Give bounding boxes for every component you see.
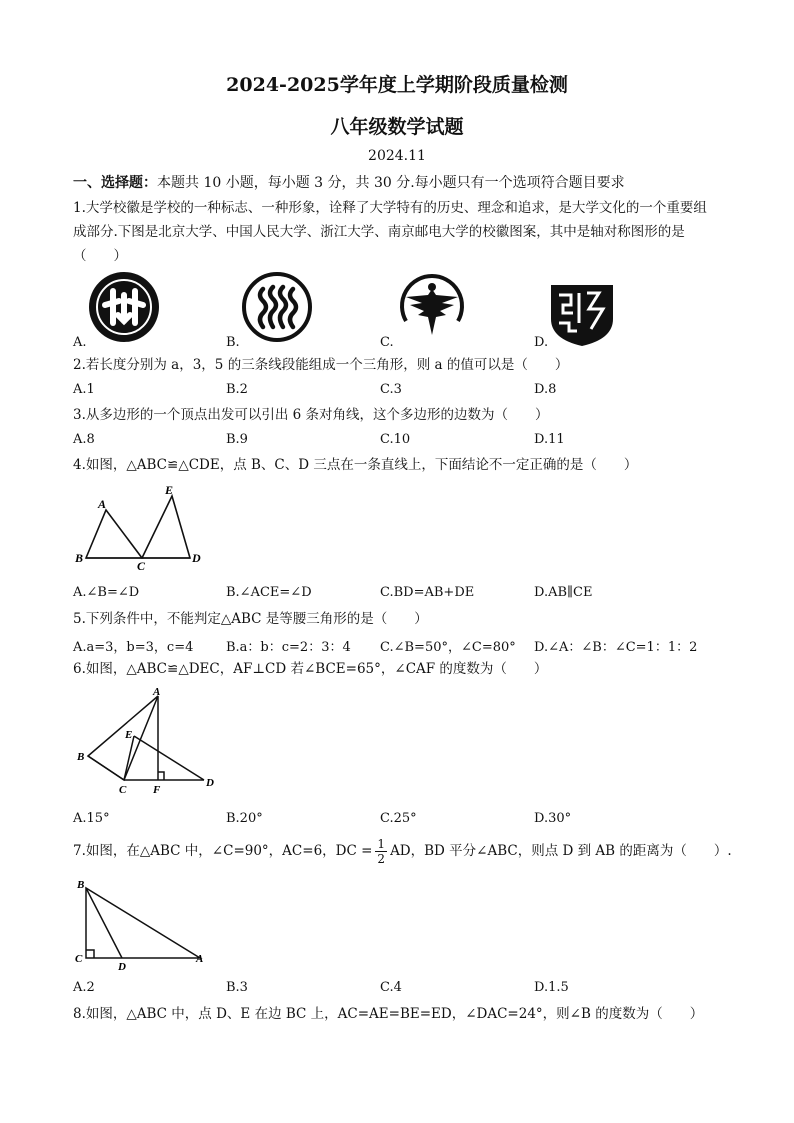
q5-option-b[interactable]: B.a：b：c=2：3：4 (226, 640, 351, 655)
peking-university-emblem (88, 271, 160, 343)
q1-line3: （ ） (73, 248, 127, 264)
q5-option-c[interactable]: C.∠B=50°，∠C=80° (380, 640, 516, 655)
q6-option-b[interactable]: B.20° (226, 811, 263, 826)
q4-text: 4.如图，△ABC≌△CDE，点 B、C、D 三点在一条直线上，下面结论不一定正确的是（ ） (73, 457, 638, 473)
q5-option-a[interactable]: A.a=3，b=3，c=4 (73, 640, 194, 655)
q6-label-a: A (153, 686, 161, 698)
q1-line1: 1.大学校徽是学校的一种标志、一种形象，诠释了大学特有的历史、理念和追求，是大学文化的一个重要组 (73, 200, 707, 216)
q7-label-c: C (75, 953, 83, 965)
q4-option-b[interactable]: B.∠ACE=∠D (226, 585, 312, 600)
q6-option-c[interactable]: C.25° (380, 811, 417, 826)
q7-figure (72, 876, 208, 973)
q4-option-a[interactable]: A.∠B=∠D (73, 585, 140, 600)
q4-option-d[interactable]: D.AB∥CE (534, 585, 593, 600)
q8-text: 8.如图，△ABC 中，点 D、E 在边 BC 上，AC=AE=BE=ED，∠DAC=24°，则∠B 的度数为（ ） (73, 1006, 704, 1022)
q4-label-d: D (192, 551, 201, 565)
q2-option-d[interactable]: D.8 (534, 382, 557, 397)
q1-option-b[interactable]: B. (226, 335, 240, 350)
q7-option-c[interactable]: C.4 (380, 980, 402, 995)
q2-option-a[interactable]: A.1 (73, 382, 95, 397)
zhejiang-university-emblem (396, 271, 468, 343)
njupt-emblem (549, 283, 615, 347)
q7-fraction-numerator: 1 (377, 836, 386, 851)
q7-option-d[interactable]: D.1.5 (534, 980, 569, 995)
q7-fraction-denominator: 2 (377, 851, 386, 866)
q7-fraction (375, 837, 387, 866)
q6-option-d[interactable]: D.30° (534, 811, 572, 826)
q1-option-a[interactable]: A. (73, 335, 87, 350)
q6-label-b: B (77, 751, 85, 763)
q1-option-c[interactable]: C. (380, 335, 394, 350)
q6-option-a[interactable]: A.15° (73, 811, 110, 826)
q7-label-b: B (77, 879, 85, 891)
q7-label-a: A (196, 953, 204, 965)
q4-label-e: E (165, 483, 174, 497)
q1-option-d[interactable]: D. (534, 335, 549, 350)
q4-label-a: A (98, 497, 107, 511)
q4-label-b: B (75, 551, 84, 565)
q7-label-d: D (118, 961, 126, 973)
q3-option-a[interactable]: A.8 (73, 432, 95, 447)
q3-text: 3.从多边形的一个顶点出发可以引出 6 条对角线，这个多边形的边数为（ ） (73, 407, 549, 423)
q7-text (73, 833, 732, 869)
renmin-university-emblem (241, 271, 313, 343)
q6-label-f: F (153, 784, 161, 796)
section-instructions: 本题共 10 小题，每小题 3 分，共 30 分.每小题只有一个选项符合题目要求 (157, 175, 625, 191)
q7-text-pre: 7.如图，在△ABC 中，∠C=90°，AC=6，DC = (73, 843, 373, 859)
exam-subtitle: 八年级数学试题 (330, 116, 464, 138)
q3-option-d[interactable]: D.11 (534, 432, 565, 447)
q4-figure (72, 482, 204, 572)
q2-option-b[interactable]: B.2 (226, 382, 248, 397)
q3-option-c[interactable]: C.10 (380, 432, 411, 447)
q1-line2: 成部分.下图是北京大学、中国人民大学、浙江大学、南京邮电大学的校徽图案，其中是轴对称图形的是 (73, 224, 685, 240)
exam-title: 2024-2025学年度上学期阶段质量检测 (226, 74, 568, 96)
q4-option-c[interactable]: C.BD=AB+DE (380, 585, 475, 600)
q6-text: 6.如图，△ABC≌△DEC，AF⊥CD 若∠BCE=65°，∠CAF 的度数为（ ） (73, 661, 548, 677)
section-label: 一、选择题： (73, 175, 157, 191)
q6-figure (72, 686, 218, 798)
q4-label-c: C (137, 559, 146, 573)
q7-option-a[interactable]: A.2 (73, 980, 95, 995)
section-header (73, 172, 625, 192)
q2-text: 2.若长度分别为 a，3，5 的三条线段能组成一个三角形，则 a 的值可以是（ ） (73, 357, 569, 373)
exam-date: 2024.11 (368, 148, 426, 164)
q6-label-c: C (119, 784, 127, 796)
q2-option-c[interactable]: C.3 (380, 382, 402, 397)
q7-option-b[interactable]: B.3 (226, 980, 248, 995)
q5-text: 5.下列条件中，不能判定△ABC 是等腰三角形的是（ ） (73, 611, 428, 627)
q5-option-d[interactable]: D.∠A：∠B：∠C=1：1：2 (534, 640, 698, 655)
q7-text-post: AD，BD 平分∠ABC，则点 D 到 AB 的距离为（ ）. (390, 843, 732, 859)
q6-label-e: E (125, 729, 133, 741)
q3-option-b[interactable]: B.9 (226, 432, 248, 447)
q6-label-d: D (206, 777, 214, 789)
